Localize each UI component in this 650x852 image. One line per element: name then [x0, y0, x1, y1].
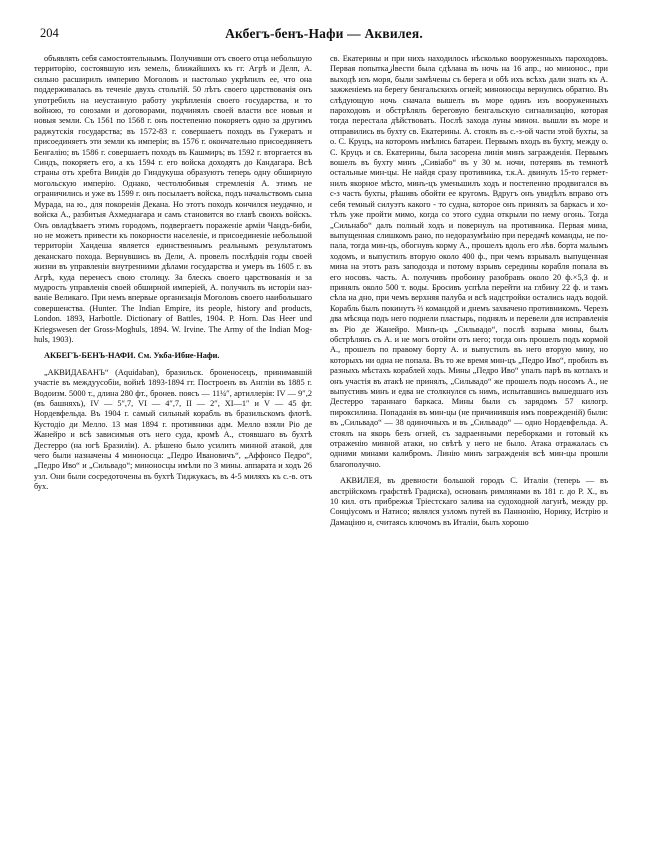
page-number: 204 [40, 26, 59, 40]
entry-heading-akbeg: АКБЕГЪ-БЕНЪ-НАФИ. См. Укба-Ибне-Нафи. [44, 351, 220, 361]
page-header [34, 26, 614, 48]
entry-akvileya: АКВИЛЕЯ, въ древности большой городъ С. Италіи (теперь — въ австрійскомъ графствѣ Градиска), основанъ римлянами въ 181 г. до Р. Х., въ 10 кил. отъ прибрежья Тріестскаго залива на судоходной лагунѣ, между рр. Сонціусомъ и Натисо; являлся узломъ путей въ Паннонію, Норику, Истрію и Дамаціию и, считаясь ключомъ въ Италіи, былъ хорошо [330, 476, 608, 527]
right-column [330, 54, 608, 528]
left-column [34, 54, 312, 493]
entry-akvidaban: „АКВИДАБАНЪ“ (Aquidaban), бразильск. броненосецъ, принимавшій участіе въ междуусобіи, войнѣ 1893-1894 гг. Построенъ въ Англіи въ 1885 г. Водоизм. 5000 т., длина 280 фт., бронев. поясъ — 11¼″, артиллерія: IV — 9″,2 (въ башняхъ), IV — 5″,7, VI — 4″,7, II — 2″, XI—1″ и V — 45 фт. Нордевфельда. Въ 1904 г. самый сильный корабль въ бразильскомъ флотѣ. Кустодіо ди Мелло. 13 мая 1894 г. противники адм. Мелло взяли Ріо де Жанейро и всѣ зависимыя отъ него суда, кромѣ А., стоявшаго въ бухтѣ Дестерро (на югѣ Бразиліи). А. рѣшено было усилить минной атакой, для чего были назначены 4 миноносца: „Педро Ивановичъ“, „Аффонсо Педро“, „Педро Иво“ и „Сильвадо“; миноносцы имѣли по 3 мины. аппарата и ходъ 26 узл. Они были сосредоточены въ бухтѣ Тиджукасъ, въ 4-5 миляхъ къ с.-в. отъ бух. [34, 367, 312, 492]
running-title: Акбегъ-бенъ-Нафи — Аквилея. [225, 26, 423, 41]
two-column-body [34, 54, 614, 528]
paragraph: объявлять себя самостоятельнымъ. Получивши отъ своего отца небольшую территорію, состоявшую изъ земель, ближайшихъ къ гг. Агрѣ и Делп, А. сильно расширилъ империю Моголовъ и настолько укрѣпилъ ее, что она поддерживалась въ теченіе двухъ стольтій. 50 лѣтъ своего царствованія онъ употребилъ на неустанную работу укрѣпленія своего государства, и то войною, то союзами и договорами, подчинялъ своей власти все новыя и новыя земли. Съ 1561 по 1568 г. онъ постепенно покоряетъ одно за другимъ раджутскія государства; въ 1572-83 г. совершаетъ походъ въ Гужератъ и присоединяетъ эти земли къ имперіи; въ 1576 г. окончательно присоединяетъ Бенгалію; въ 1586 г. совершаетъ походъ въ Кашмиръ; въ 1592 г. вторгается въ Синдъ, покоряетъ его, а къ 1594 г. его войска доходятъ до Кандагара. Всѣ страны отъ хребта Виндія до Гиндукуша образуютъ теперь одну обширную могольскую имперію. Однако, честолюбивыя стремленія А. этимъ не ограничились и уже въ 1599 г. онъ посылаетъ войска, подъ начальствомъ сына Мурада, на ю., для покоренія Декана. Но этотъ походъ кончился неудачно, и войска А., разбитыя Ахмеднагара и самъ становится во главѣ своихъ войскъ. Онъ овладѣваетъ этимъ городомъ, подвергаетъ пораженіе арміи Чандъ-биби, но не можетъ привести къ покорности населеніе, и присоединеніе небольшой территоріи Хандеша является единственнымъ реальнымъ результатомъ деканскаго похода. Вернувшись въ Дели, А. провелъ послѣднія годы своей жизни въ управленіи внутренними дѣлами государства и умеръ въ 1605 г. въ Агрѣ, куда перенесъ свою столицу. За блескъ своего царствованія и за мудрость управленія своей обширной имперіей, А. получилъ въ исторіи названіе Великаго. При немъ впервые организація Моголовъ своего наибольшаго совершенства. (Hunter. The Indian Empire, its people, history and products, London. 1893, Harbottle. Dictionary of Battles, 1904. P. Horn. Das Heer und Kriegswesen der Gross-Moghuls, 1894. W. Irvine. The Army of the Indian Moghuls, 1903). [34, 54, 312, 344]
paragraph: св. Екатерины и при нихъ находилось нѣсколько вооруженныхъ пароходовъ. Первая попыткаازвести была сдѣлана въ ночь на 16 апр., но минонос., при выходѣ изъ моря, были замѣчены съ берега и обѣ ихъ всѣхъ дали знать къ А. зажженіемъ на берегу бенгальскихъ огней; миноносцы вернулись обратно. Въ слѣдующую ночь сначала вышелъ въ море одинъ изъ вооруженныхъ пароходовъ и обстрѣлялъ береговую бенгальскую сигнализацію, которая тогда перестала дѣйствовать. Послѣ захода луны минон. вышли въ море и отправились въ бухту св. Екатерины. А. стоялъ въ с.-з-ой части этой бухты, за о. С. Круцъ, на которомъ имѣлись батареи. Первымъ входъ въ бухту, между о. С. Круцъ и св. Екатерины, была засорена линія минъ загражденія. Первымъ вошелъ въ бухту минъ „Сивіабо“ въ у 30 м. ночи, потерявъ въ темнотѣ остальные мин-цы. Не найдя сразу противника, т.к.А. двинулъ 15-то герметнилъ якорное мѣсто, минъ-цъ уменьшилъ ходъ и постепенно продвигался въ с-з часть бухты, рѣшивъ обойти ее кругомъ. Вдругъ онъ увидѣлъ вправо отъ себя темный силуэтъ какого - то судна, которое онъ принялъ за баркасъ и хотѣлъ уже пройти мимо, когда со этого судна открыли по нему огонь. Тогда „Сильнабо“ далъ полный ходъ и повернулъ на противника. Первая мина, выпущенная слишкомъ рано, по недоразумѣнію при передачѣ команды, не попала, тогда мин-цъ, обогнувъ корму А., прошелъ вдоль его лѣв. борта малымъ ходомъ, и выпустилъ вторую около 400 ф., при чемъ взрывалъ выпущенная мина на этотъ разъ заподозда и потому взрывъ середины корабля попала въ его носовъ. часть. А. получивъ пробоину разобравъ около 20 ф.×5,3 ф. и принялъ около 500 т. воды. Бросивъ успѣла перейти на глбину 22 ф. и тамъ сѣла на дно, при чемъ верхняя палуба и всѣ надстройки остались надъ водой. Корабль былъ покинутъ ⅔ командой и днемъ захвачено противникомъ. Черезъ два мѣсяца подъ него поднели пластырь, поднялъ и перевели для исправленія въ Ріо де Жанейро. Минъ-цъ „Сильвадо“, послѣ взрыва мины, былъ обстрѣлянъ съ А. и не могъ отойти отъ него; тогда онъ прошелъ подъ кормой А., прошелъ по правому борту А. и выпустилъ въ него вторую мину, но которыхъ ни одна не попала. Въ то же время мин-цъ „Педро Иво“, пробилъ въ разныхъ мѣстахъ кораблей ходъ. Мины „Педро Иво“ упалъ парѣ въ котлахъ и онъ участія въ атакѣ не принялъ, „Сильвадо“ же прошелъ подъ носомъ А., не выпустивъ минъ и едва не столкнулся съ нимъ, испытавшись вышедшаго изъ Дестерро тараннаго баркаса. Мины были съ зарядомъ 57 килогр. пироксилина. Попаданія въ мин-цы (не причинившія имъ поврежденій) были: въ „Сильвадо“ — 38 одиночныхъ и въ „Сильвадо“ — одно Нордевфельда. А. стоялъ на якорь безъ огней, съ задраенными переборками и готовый къ отраженію минной атаки, но свѣтѣ у него не было. Атака отражалась съ одними минами калибромъ. Линію минъ загражденія всѣ мин-цы прошли благополучно. [330, 54, 608, 469]
